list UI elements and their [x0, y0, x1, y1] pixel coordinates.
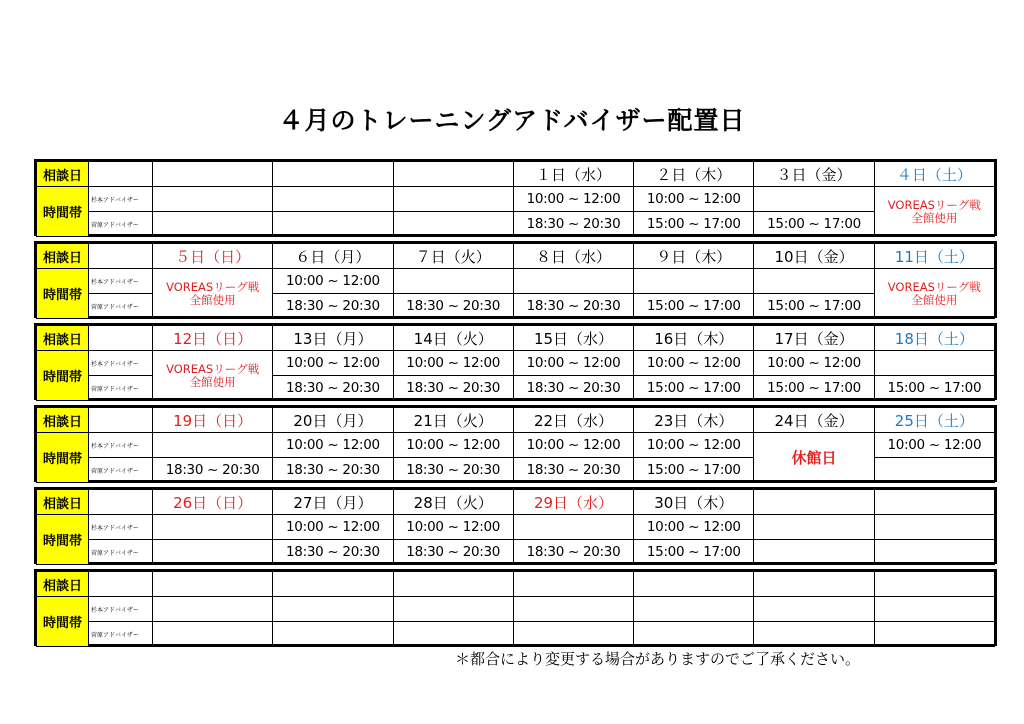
- day-header-row: [37, 162, 995, 187]
- week-block: [34, 487, 997, 564]
- day-cell: [754, 490, 874, 515]
- time-slot-cell: 10:00 ~ 12:00: [393, 433, 513, 458]
- time-slot-cell: 18:30 ~ 20:30: [273, 540, 393, 565]
- advisor2-label: 菅原アドバイザー: [89, 540, 153, 565]
- time-slot-cell: 18:30 ~ 20:30: [513, 540, 633, 565]
- time-slot-cell: [874, 622, 994, 647]
- time-slot-cell: 15:00 ~ 17:00: [874, 376, 994, 401]
- time-slot-cell: [754, 597, 874, 622]
- time-slot-cell: 10:00 ~ 12:00: [393, 515, 513, 540]
- time-band-label: 時間帯: [37, 269, 89, 319]
- day-cell: 18日（土）: [874, 326, 994, 351]
- time-slot-cell: [634, 622, 754, 647]
- day-cell: [754, 572, 874, 597]
- day-cell: 19日（日）: [153, 408, 273, 433]
- day-cell: 11日（土）: [874, 244, 994, 269]
- event-cell: [153, 351, 273, 401]
- time-slot-cell: [754, 540, 874, 565]
- time-slot-cell: 10:00 ~ 12:00: [513, 351, 633, 376]
- time-slot-cell: [153, 515, 273, 540]
- day-cell: 15日（水）: [513, 326, 633, 351]
- event-title: VOREASリーグ戦: [887, 279, 981, 294]
- time-slot-cell: [513, 269, 633, 294]
- time-slot-cell: 10:00 ~ 12:00: [634, 433, 754, 458]
- time-slot-cell: [153, 433, 273, 458]
- day-cell: 17日（金）: [754, 326, 874, 351]
- day-cell: １日（水）: [513, 162, 633, 187]
- week-table: [36, 489, 995, 565]
- day-cell: 22日（水）: [513, 408, 633, 433]
- advisor2-label: 菅原アドバイザー: [89, 212, 153, 237]
- time-slot-cell: [874, 458, 994, 483]
- time-slot-cell: 18:30 ~ 20:30: [513, 458, 633, 483]
- day-cell: 30日（木）: [634, 490, 754, 515]
- advisor1-label: 杉本アドバイザー: [89, 515, 153, 540]
- day-cell: 25日（土）: [874, 408, 994, 433]
- consult-day-label: 相談日: [37, 162, 89, 187]
- day-cell: 24日（金）: [754, 408, 874, 433]
- header-spacer: [89, 490, 153, 515]
- advisor2-label: 菅原アドバイザー: [89, 376, 153, 401]
- day-cell: [393, 572, 513, 597]
- consult-day-label: 相談日: [37, 490, 89, 515]
- advisor2-label: 菅原アドバイザー: [89, 622, 153, 647]
- time-slot-cell: 18:30 ~ 20:30: [273, 376, 393, 401]
- time-slot-cell: [754, 515, 874, 540]
- day-cell: 26日（日）: [153, 490, 273, 515]
- day-cell: 28日（火）: [393, 490, 513, 515]
- time-slot-cell: 15:00 ~ 17:00: [634, 212, 754, 237]
- day-cell: 20日（月）: [273, 408, 393, 433]
- consult-day-label: 相談日: [37, 408, 89, 433]
- time-slot-cell: [273, 187, 393, 212]
- event-cell: [874, 187, 994, 237]
- closed-label: 休館日: [791, 449, 837, 467]
- consult-day-label: 相談日: [37, 244, 89, 269]
- week-block: [34, 569, 997, 646]
- time-slot-cell: 18:30 ~ 20:30: [393, 458, 513, 483]
- time-slot-cell: 10:00 ~ 12:00: [634, 515, 754, 540]
- advisor1-row: [37, 433, 995, 458]
- day-cell: ７日（火）: [393, 244, 513, 269]
- advisor1-label: 杉本アドバイザー: [89, 187, 153, 212]
- time-band-label: 時間帯: [37, 433, 89, 483]
- advisor2-row: [37, 540, 995, 565]
- page-title: ４月のトレーニングアドバイザー配置日: [278, 106, 746, 135]
- time-slot-cell: [634, 597, 754, 622]
- day-cell: [273, 162, 393, 187]
- time-slot-cell: 18:30 ~ 20:30: [393, 294, 513, 319]
- event-note: 全館使用: [189, 292, 236, 307]
- day-cell: ４日（土）: [874, 162, 994, 187]
- time-slot-cell: [874, 540, 994, 565]
- time-slot-cell: [393, 212, 513, 237]
- advisor1-label: 杉本アドバイザー: [89, 433, 153, 458]
- advisor1-row: [37, 187, 995, 212]
- week-block: [34, 241, 997, 318]
- time-slot-cell: 15:00 ~ 17:00: [754, 376, 874, 401]
- time-slot-cell: 10:00 ~ 12:00: [874, 433, 994, 458]
- day-cell: 10日（金）: [754, 244, 874, 269]
- event-title: VOREASリーグ戦: [887, 197, 981, 212]
- day-header-row: [37, 408, 995, 433]
- day-header-row: [37, 244, 995, 269]
- time-slot-cell: [153, 622, 273, 647]
- header-spacer: [89, 244, 153, 269]
- event-cell: [153, 269, 273, 319]
- day-cell: [153, 162, 273, 187]
- week-block: [34, 159, 997, 236]
- event-cell: [874, 269, 994, 319]
- time-band-label: 時間帯: [37, 515, 89, 565]
- time-slot-cell: 15:00 ~ 17:00: [634, 458, 754, 483]
- day-cell: [153, 572, 273, 597]
- advisor1-row: [37, 351, 995, 376]
- day-cell: 27日（月）: [273, 490, 393, 515]
- event-note: 全館使用: [911, 292, 958, 307]
- header-spacer: [89, 408, 153, 433]
- time-slot-cell: [513, 597, 633, 622]
- day-cell: 13日（月）: [273, 326, 393, 351]
- day-cell: 16日（木）: [634, 326, 754, 351]
- advisor1-label: 杉本アドバイザー: [89, 351, 153, 376]
- time-slot-cell: [513, 515, 633, 540]
- day-cell: [273, 572, 393, 597]
- advisor1-row: [37, 515, 995, 540]
- time-slot-cell: [393, 269, 513, 294]
- time-slot-cell: [754, 187, 874, 212]
- day-cell: ２日（木）: [634, 162, 754, 187]
- time-slot-cell: [754, 622, 874, 647]
- time-slot-cell: 15:00 ~ 17:00: [754, 212, 874, 237]
- week-block: [34, 405, 997, 482]
- day-cell: 23日（木）: [634, 408, 754, 433]
- time-band-label: 時間帯: [37, 187, 89, 237]
- day-cell: 21日（火）: [393, 408, 513, 433]
- time-slot-cell: [874, 515, 994, 540]
- week-table: [36, 325, 995, 401]
- time-slot-cell: 15:00 ~ 17:00: [634, 294, 754, 319]
- advisor2-row: [37, 622, 995, 647]
- time-slot-cell: [393, 597, 513, 622]
- day-header-row: [37, 326, 995, 351]
- time-slot-cell: [874, 597, 994, 622]
- footnote: ＊都合により変更する場合がありますのでご了承ください。: [455, 650, 861, 668]
- time-slot-cell: [273, 622, 393, 647]
- time-slot-cell: 10:00 ~ 12:00: [273, 433, 393, 458]
- event-title: VOREASリーグ戦: [166, 279, 260, 294]
- day-cell: ８日（水）: [513, 244, 633, 269]
- day-cell: ９日（木）: [634, 244, 754, 269]
- day-cell: 14日（火）: [393, 326, 513, 351]
- time-slot-cell: [273, 212, 393, 237]
- week-table: [36, 407, 995, 483]
- time-slot-cell: 18:30 ~ 20:30: [153, 458, 273, 483]
- advisor2-label: 菅原アドバイザー: [89, 458, 153, 483]
- time-slot-cell: 10:00 ~ 12:00: [634, 351, 754, 376]
- day-cell: [393, 162, 513, 187]
- header-spacer: [89, 326, 153, 351]
- consult-day-label: 相談日: [37, 326, 89, 351]
- event-title: VOREASリーグ戦: [166, 361, 260, 376]
- time-slot-cell: 18:30 ~ 20:30: [513, 376, 633, 401]
- time-slot-cell: [153, 597, 273, 622]
- day-cell: [634, 572, 754, 597]
- day-cell: ３日（金）: [754, 162, 874, 187]
- time-band-label: 時間帯: [37, 351, 89, 401]
- time-slot-cell: [393, 622, 513, 647]
- time-slot-cell: 10:00 ~ 12:00: [273, 269, 393, 294]
- week-block: [34, 323, 997, 400]
- time-slot-cell: 18:30 ~ 20:30: [513, 294, 633, 319]
- time-slot-cell: 18:30 ~ 20:30: [513, 212, 633, 237]
- time-slot-cell: [153, 540, 273, 565]
- header-spacer: [89, 162, 153, 187]
- day-cell: ５日（日）: [153, 244, 273, 269]
- time-slot-cell: 10:00 ~ 12:00: [273, 515, 393, 540]
- time-slot-cell: [874, 351, 994, 376]
- day-cell: 12日（日）: [153, 326, 273, 351]
- time-slot-cell: [153, 187, 273, 212]
- time-slot-cell: [393, 187, 513, 212]
- event-note: 全館使用: [189, 374, 236, 389]
- time-slot-cell: 10:00 ~ 12:00: [634, 187, 754, 212]
- week-table: [36, 243, 995, 319]
- week-table: [36, 571, 995, 647]
- day-header-row: [37, 490, 995, 515]
- consult-day-label: 相談日: [37, 572, 89, 597]
- advisor2-label: 菅原アドバイザー: [89, 294, 153, 319]
- time-slot-cell: 10:00 ~ 12:00: [393, 351, 513, 376]
- time-slot-cell: [153, 212, 273, 237]
- time-slot-cell: 15:00 ~ 17:00: [754, 294, 874, 319]
- time-slot-cell: 10:00 ~ 12:00: [513, 187, 633, 212]
- time-slot-cell: 18:30 ~ 20:30: [273, 458, 393, 483]
- advisor1-row: [37, 269, 995, 294]
- advisor1-label: 杉本アドバイザー: [89, 269, 153, 294]
- advisor1-row: [37, 597, 995, 622]
- time-slot-cell: 10:00 ~ 12:00: [513, 433, 633, 458]
- day-cell: [513, 572, 633, 597]
- advisor2-row: [37, 212, 995, 237]
- time-slot-cell: [513, 622, 633, 647]
- advisor1-label: 杉本アドバイザー: [89, 597, 153, 622]
- day-cell: [874, 490, 994, 515]
- day-header-row: [37, 572, 995, 597]
- day-cell: 29日（水）: [513, 490, 633, 515]
- event-note: 全館使用: [911, 210, 958, 225]
- time-slot-cell: 15:00 ~ 17:00: [634, 376, 754, 401]
- closed-cell: [754, 433, 874, 483]
- time-slot-cell: 18:30 ~ 20:30: [393, 376, 513, 401]
- time-slot-cell: [634, 269, 754, 294]
- time-slot-cell: 18:30 ~ 20:30: [273, 294, 393, 319]
- time-slot-cell: [754, 269, 874, 294]
- day-cell: ６日（月）: [273, 244, 393, 269]
- time-slot-cell: 18:30 ~ 20:30: [393, 540, 513, 565]
- time-slot-cell: [273, 597, 393, 622]
- time-slot-cell: 10:00 ~ 12:00: [273, 351, 393, 376]
- time-band-label: 時間帯: [37, 597, 89, 647]
- week-table: [36, 161, 995, 237]
- header-spacer: [89, 572, 153, 597]
- time-slot-cell: 15:00 ~ 17:00: [634, 540, 754, 565]
- time-slot-cell: 10:00 ~ 12:00: [754, 351, 874, 376]
- day-cell: [874, 572, 994, 597]
